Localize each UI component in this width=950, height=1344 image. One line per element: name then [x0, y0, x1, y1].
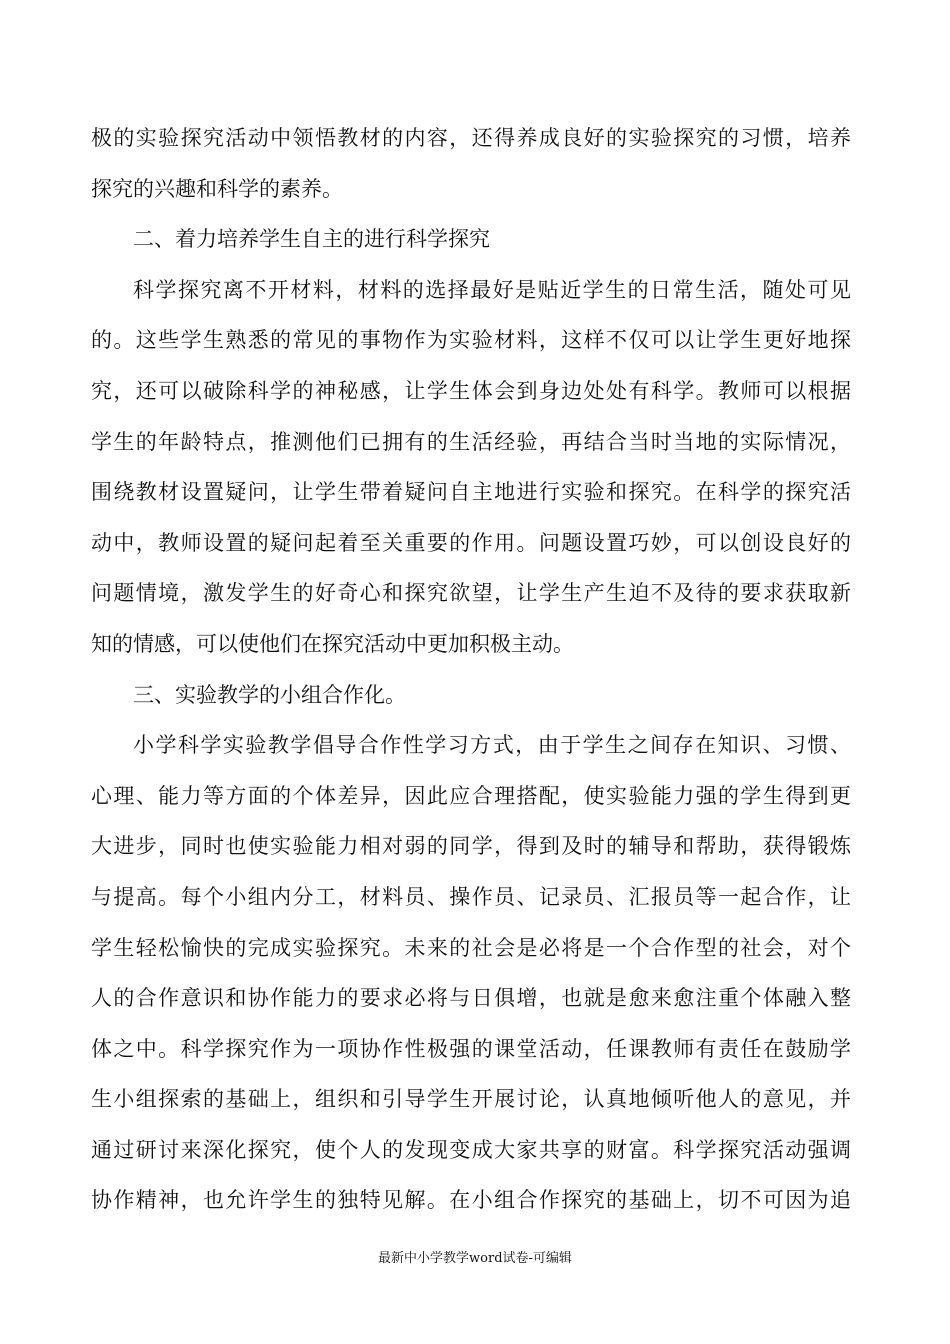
text-line: 动中，教师设置的疑问起着至关重要的作用。问题设置巧妙，可以创设良好的: [91, 530, 851, 555]
document-body: [91, 113, 851, 1226]
text-line: 知的情感，可以使他们在探究活动中更加积极主动。: [91, 631, 574, 656]
section-heading: 三、实验教学的小组合作化。: [133, 682, 406, 707]
text-line: 问题情境，激发学生的好奇心和探究欲望，让学生产生迫不及待的要求获取新: [91, 581, 851, 606]
section-heading: 二、着力培养学生自主的进行科学探究: [133, 227, 490, 252]
text-line: 探究的兴趣和科学的素养。: [91, 176, 343, 201]
text-line: 的。这些学生熟悉的常见的事物作为实验材料，这样不仅可以让学生更好地探: [91, 328, 851, 353]
text-line: 体之中。科学探究作为一项协作性极强的课堂活动，任课教师有责任在鼓励学: [91, 1036, 851, 1061]
text-line: 大进步，同时也使实验能力相对弱的同学，得到及时的辅导和帮助，获得锻炼: [91, 834, 851, 859]
text-line: 与提高。每个小组内分工，材料员、操作员、记录员、汇报员等一起合作，让: [91, 884, 851, 909]
text-line: 学生轻松愉快的完成实验探究。未来的社会是必将是一个合作型的社会，对个: [91, 935, 851, 960]
page-footer: 最新中小学教学word试卷-可编辑: [378, 1251, 572, 1266]
text-line: 协作精神，也允许学生的独特见解。在小组合作探究的基础上，切不可因为追: [91, 1188, 851, 1213]
text-line: 通过研讨来深化探究，使个人的发现变成大家共享的财富。科学探究活动强调: [91, 1137, 851, 1162]
text-line: 人的合作意识和协作能力的要求必将与日俱增，也就是愈来愈注重个体融入整: [91, 986, 851, 1011]
text-line: 极的实验探究活动中领悟教材的内容，还得养成良好的实验探究的习惯，培养: [91, 126, 851, 150]
text-line: 围绕教材设置疑问，让学生带着疑问自主地进行实验和探究。在科学的探究活: [91, 480, 851, 505]
text-line: 科学探究离不开材料，材料的选择最好是贴近学生的日常生活，随处可见: [133, 277, 851, 302]
text-line: 生小组探索的基础上，组织和引导学生开展讨论，认真地倾听他人的意见，并: [91, 1087, 851, 1112]
text-line: 心理、能力等方面的个体差异，因此应合理搭配，使实验能力强的学生得到更: [91, 783, 851, 808]
text-line: 学生的年龄特点，推测他们已拥有的生活经验，再结合当时当地的实际情况，: [91, 429, 851, 454]
text-line: 小学科学实验教学倡导合作性学习方式，由于学生之间存在知识、习惯、: [133, 733, 851, 758]
text-line: 究，还可以破除科学的神秘感，让学生体会到身边处处有科学。教师可以根据: [91, 378, 851, 403]
